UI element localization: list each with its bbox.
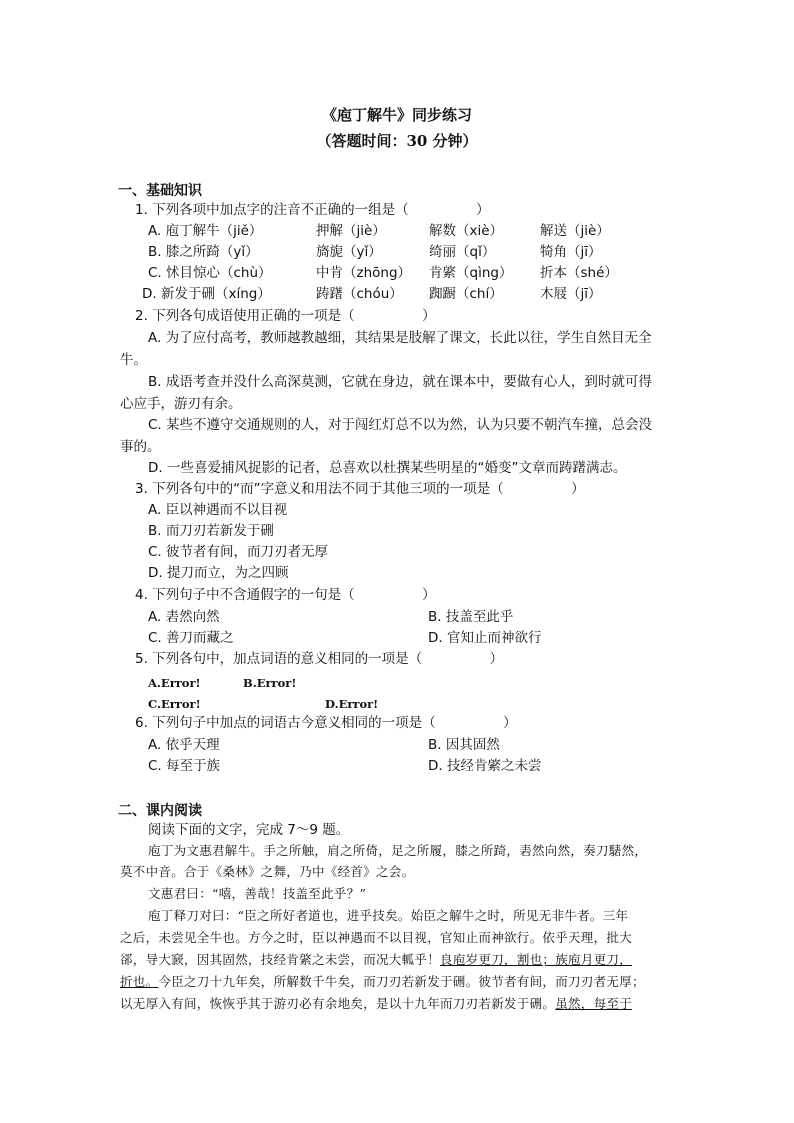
q3-option-c: C. 彼节者有间，而刀刃者无厚 xyxy=(148,544,329,560)
passage-line-3: 文惠君曰：“嘻，善哉！技盖至此乎？” xyxy=(148,886,367,901)
reading-instruction: 阅读下面的文字，完成 7～9 题。 xyxy=(148,822,350,838)
q2-option-b-line2: 心应手，游刃有余。 xyxy=(120,396,242,412)
q1-row-c-2: 中肯（zhōng） xyxy=(316,265,412,281)
question-3-stem: 3. 下列各句中的“而”字意义和用法不同于其他三项的一项是（ ） xyxy=(135,481,585,497)
question-5-stem: 5. 下列各句中，加点词语的意义相同的一项是（ ） xyxy=(135,651,504,667)
underlined-sentence: 良庖岁更刀，割也；族庖月更刀， xyxy=(440,952,633,967)
document-subtitle: （答题时间：30 分钟） xyxy=(316,132,478,150)
q1-row-d-2: 踌躇（chóu） xyxy=(316,286,403,302)
question-4-stem: 4. 下列句子中不含通假字的一句是（ ） xyxy=(135,587,436,603)
question-6-stem: 6. 下列句子中加点的词语古今意义相同的一项是（ ） xyxy=(135,715,517,731)
q2-option-a-line1: A. 为了应付高考，教师越教越细，其结果是肢解了课文，长此以往，学生自然目无全 xyxy=(148,330,652,346)
passage-line-8-text: 以无厚入有间，恢恢乎其于游刃必有余地矣，是以十九年而刀刃若新发于硎。 xyxy=(120,996,556,1011)
q1-row-a-3: 解数（xiè） xyxy=(429,223,504,239)
q5-option-a: A.Error! xyxy=(148,676,201,690)
q1-row-a-1: A. 庖丁解牛（jiě） xyxy=(148,223,263,239)
underlined-sentence-end: 折也。 xyxy=(120,974,159,989)
q2-option-c-line2: 事的。 xyxy=(120,439,161,455)
passage-line-5: 之后，未尝见全牛也。方今之时，臣以神遇而不以目视，官知止而神欲行。依乎天理，批大 xyxy=(120,930,633,945)
q6-option-a: A. 依乎天理 xyxy=(148,737,220,753)
q5-option-b: B.Error! xyxy=(243,676,297,690)
q4-option-a: A. 砉然向然 xyxy=(148,609,220,625)
passage-line-8 xyxy=(120,994,632,1014)
q2-option-d: D. 一些喜爱捕风捉影的记者，总喜欢以杜撰某些明星的“婚变”文章而踌躇满志。 xyxy=(148,460,627,476)
q4-option-b: B. 技盖至此乎 xyxy=(428,609,514,625)
q1-row-c-3: 肯綮（qìng） xyxy=(429,265,513,281)
question-2-stem: 2. 下列各句成语使用正确的一项是（ ） xyxy=(135,308,436,324)
q1-row-c-4: 折本（shé） xyxy=(540,265,618,281)
section-in-class-reading: 二、课内阅读 xyxy=(118,803,202,819)
q1-row-d-1: D. 新发于硎（xíng） xyxy=(142,286,271,302)
q1-row-b-4: 犄角（jī） xyxy=(540,244,602,260)
passage-line-6-text: 郤，导大窾，因其固然，技经肯綮之未尝，而况大軱乎！ xyxy=(120,952,441,967)
q1-row-b-3: 绮丽（qǐ） xyxy=(429,244,496,260)
q2-option-b-line1: B. 成语考查并没什么高深莫测，它就在身边，就在课本中，要做有心人，到时就可得 xyxy=(148,374,652,390)
passage-line-6 xyxy=(120,950,632,970)
q6-option-b: B. 因其固然 xyxy=(428,737,500,753)
q3-option-a: A. 臣以神遇而不以目视 xyxy=(148,502,288,518)
q1-row-c-1: C. 怵目惊心（chù） xyxy=(148,265,272,281)
passage-line-1: 庖丁为文惠君解牛。手之所触，肩之所倚，足之所履，膝之所踦，砉然向然，奏刀騞然， xyxy=(148,843,648,858)
q3-option-b: B. 而刀刃若新发于硎 xyxy=(148,523,274,539)
q1-row-b-2: 旖旎（yǐ） xyxy=(316,244,382,260)
q5-option-c: C.Error! xyxy=(148,697,201,711)
section-basic-knowledge: 一、基础知识 xyxy=(118,183,202,199)
q6-option-d: D. 技经肯綮之未尝 xyxy=(428,758,542,774)
document-title: 《庖丁解牛》同步练习 xyxy=(321,106,472,124)
q6-option-c: C. 每至于族 xyxy=(148,758,221,774)
passage-line-7 xyxy=(120,972,645,992)
q1-row-b-1: B. 膝之所踦（yǐ） xyxy=(148,244,259,260)
q5-option-d: D.Error! xyxy=(325,697,379,711)
question-1-stem: 1. 下列各项中加点字的注音不正确的一组是（ ） xyxy=(135,202,490,218)
q1-row-d-3: 踟蹰（chí） xyxy=(429,286,503,302)
q4-option-c: C. 善刀而藏之 xyxy=(148,630,234,646)
passage-line-2: 莫不中音。合于《桑林》之舞，乃中《经首》之会。 xyxy=(120,864,415,879)
underlined-sentence-2: 虽然，每至于 xyxy=(555,996,633,1011)
passage-line-7-text: 今臣之刀十九年矣，所解数千牛矣，而刀刃若新发于硎。彼节者有间，而刀刃者无厚； xyxy=(158,974,645,989)
q2-option-a-line2: 牛。 xyxy=(120,352,147,368)
q4-option-d: D. 官知止而神欲行 xyxy=(428,630,542,646)
passage-line-4: 庖丁释刀对曰：“臣之所好者道也，进乎技矣。始臣之解牛之时，所见无非牛者。三年 xyxy=(148,908,629,923)
q1-row-d-4: 木屐（jī） xyxy=(540,286,602,302)
q1-row-a-4: 解送（jiè） xyxy=(540,223,610,239)
q3-option-d: D. 提刀而立，为之四顾 xyxy=(148,565,289,581)
q2-option-c-line1: C. 某些不遵守交通规则的人，对于闯红灯总不以为然，认为只要不朝汽车撞，总会没 xyxy=(148,417,653,433)
q1-row-a-2: 押解（jiè） xyxy=(316,223,386,239)
